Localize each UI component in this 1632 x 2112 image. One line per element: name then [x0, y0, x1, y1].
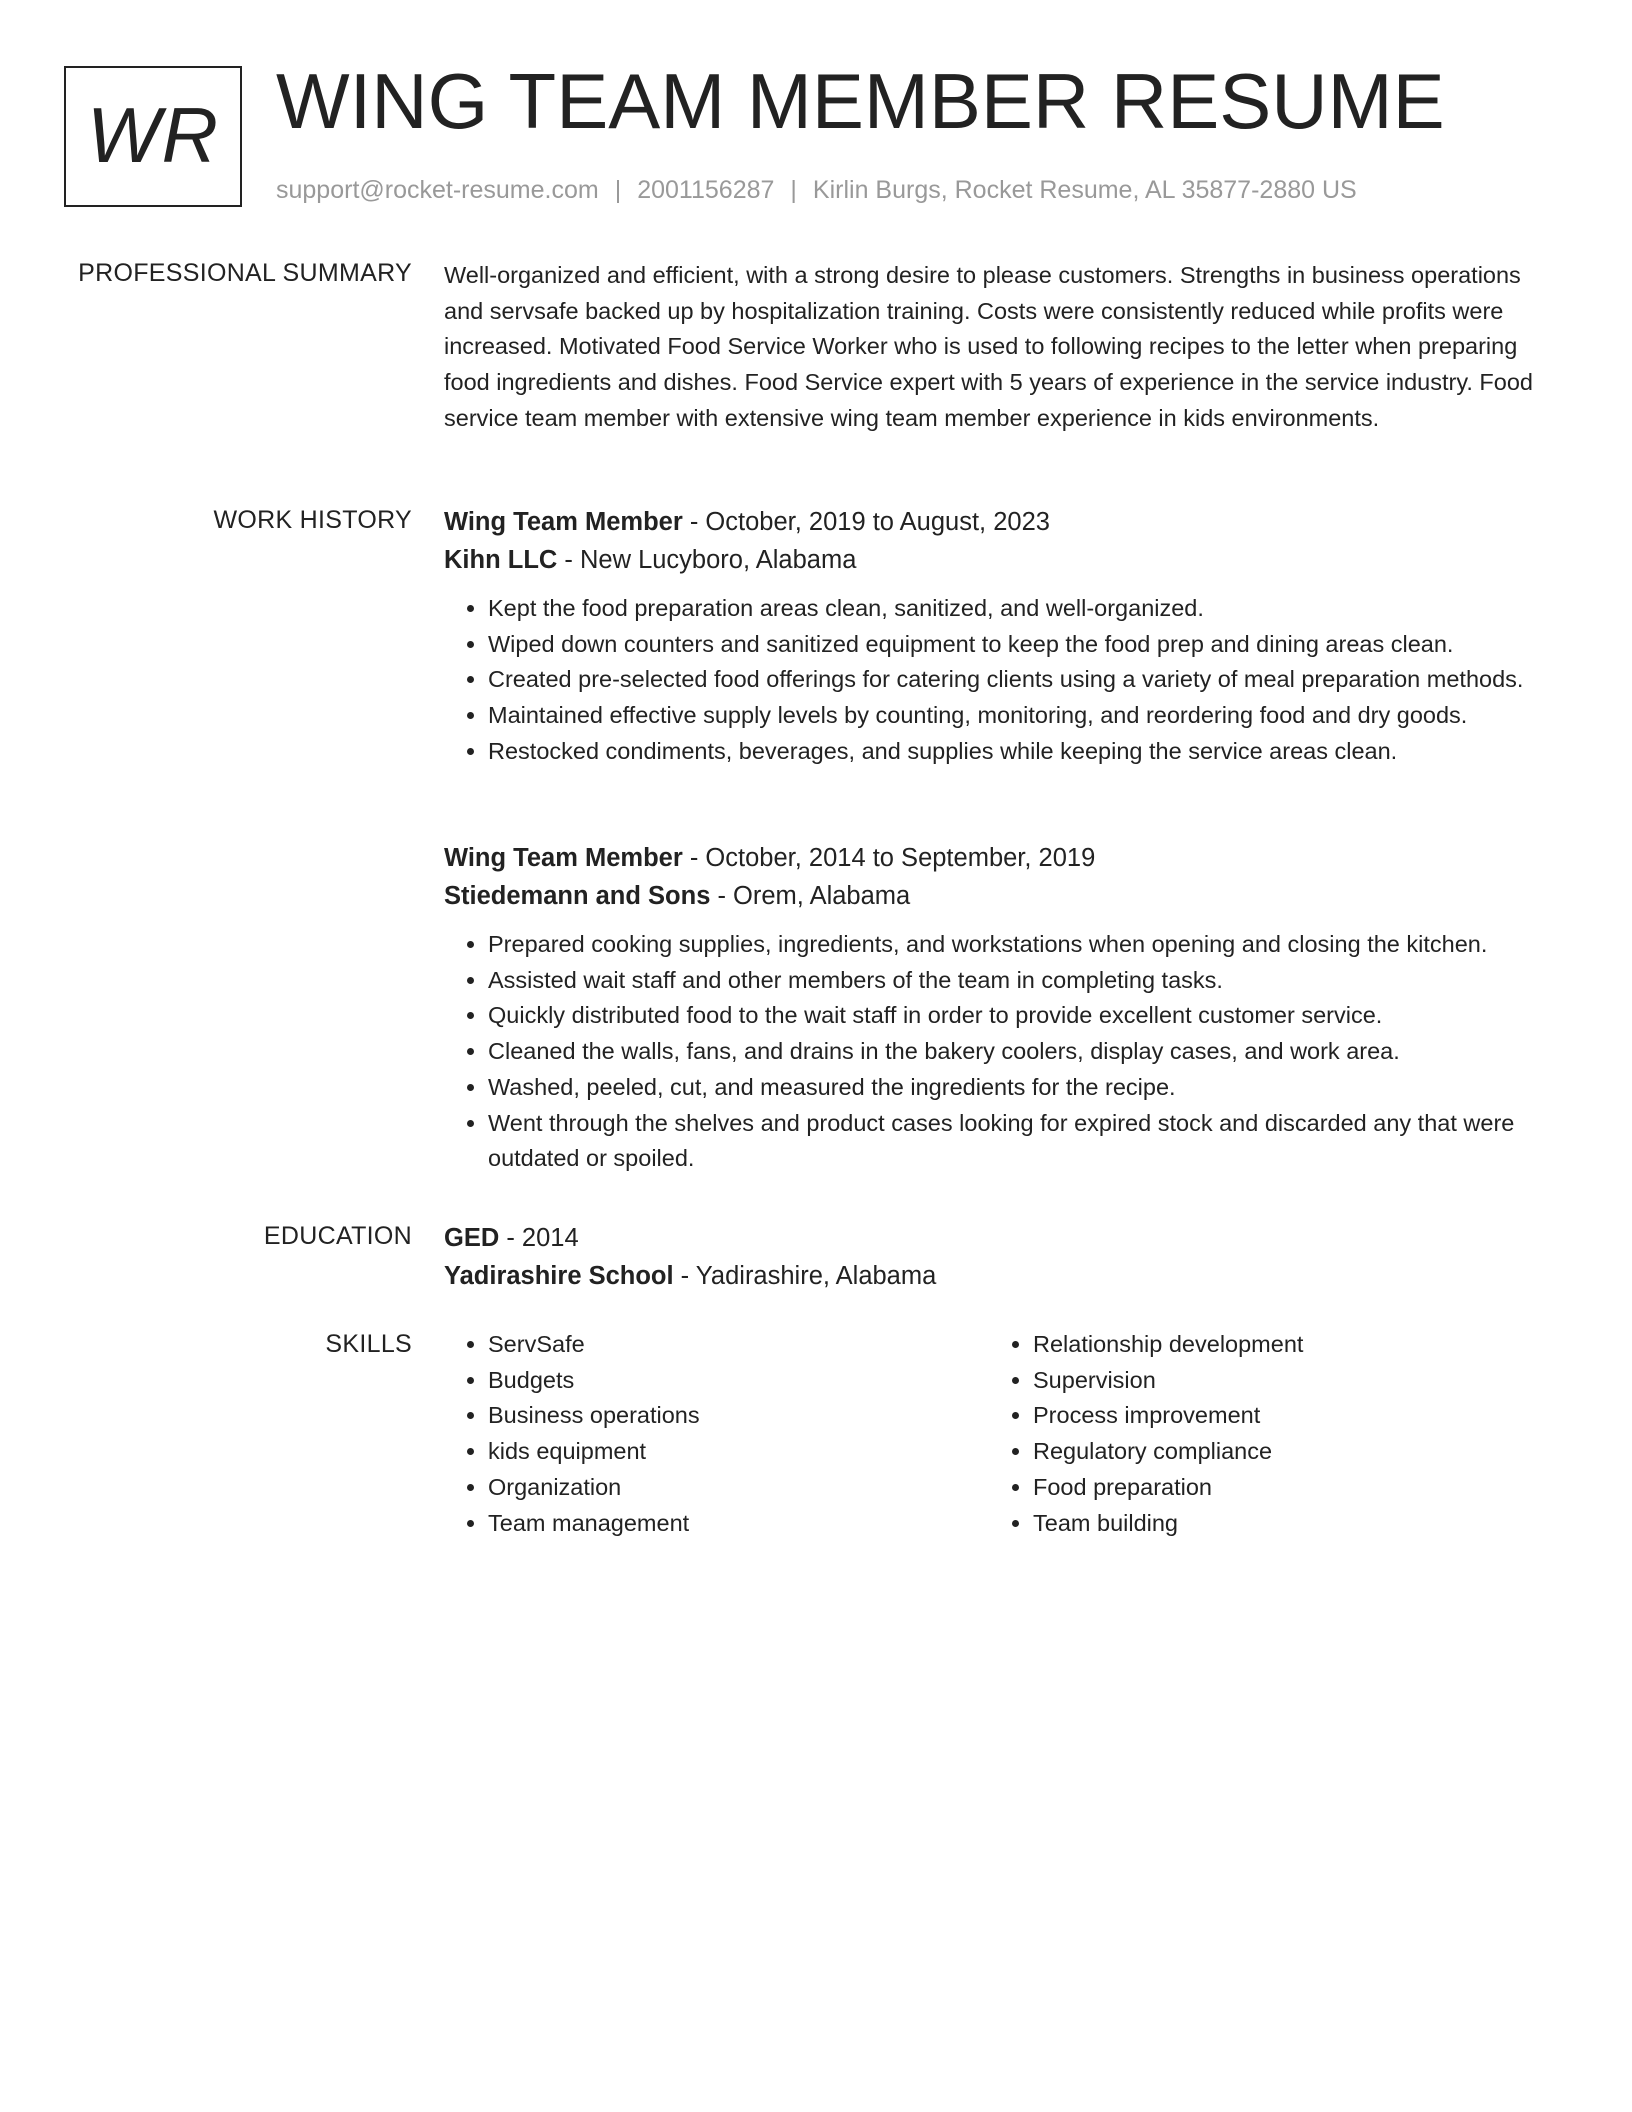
- contact-email: support@rocket-resume.com: [276, 176, 599, 204]
- skill-item: • Food preparation: [1033, 1470, 1534, 1506]
- contact-address: Kirlin Burgs, Rocket Resume, AL 35877-2880 US: [812, 176, 1357, 204]
- job-duty: • Created pre-selected food offerings for catering clients using a variety of meal preparation methods.: [488, 662, 1554, 698]
- section-heading-work-history: WORK HISTORY: [213, 506, 412, 534]
- education-school: Yadirashire School: [444, 1262, 674, 1290]
- job-location: - New Lucyboro, Alabama: [557, 546, 857, 574]
- job-duty: • Washed, peeled, cut, and measured the ingredients for the recipe.: [488, 1070, 1554, 1106]
- summary-body: [444, 256, 1554, 437]
- skill-item: • Process improvement: [1033, 1398, 1534, 1434]
- section-heading-summary: PROFESSIONAL SUMMARY: [78, 259, 412, 287]
- skill-item: • Business operations: [488, 1398, 989, 1434]
- section-heading-education: EDUCATION: [263, 1222, 412, 1250]
- education-degree: GED: [444, 1224, 500, 1252]
- work-history-body: [444, 503, 1554, 1172]
- job-duty: • Prepared cooking supplies, ingredients, and workstations when opening and closing the kitchen.: [488, 927, 1554, 963]
- job-duty: • Cleaned the walls, fans, and drains in the bakery coolers, display cases, and work area.: [488, 1034, 1554, 1070]
- skill-item: • ServSafe: [488, 1327, 989, 1363]
- job-company-line: [444, 541, 1554, 579]
- contact-line: [276, 174, 1357, 206]
- job-company: Stiedemann and Sons: [444, 882, 711, 910]
- job-location: - Orem, Alabama: [710, 882, 911, 910]
- job-company-line: [444, 877, 1554, 915]
- education-degree-line: [444, 1219, 1554, 1257]
- education-year: - 2014: [499, 1224, 579, 1252]
- monogram-badge: [64, 66, 242, 207]
- skill-item: • Supervision: [1033, 1363, 1534, 1399]
- job-title: Wing Team Member: [444, 844, 683, 872]
- monogram-initials: WR: [87, 90, 219, 179]
- job-duty: • Wiped down counters and sanitized equipment to keep the food prep and dining areas clean.: [488, 627, 1554, 663]
- skills-list-right: [989, 1327, 1534, 1541]
- contact-separator: |: [614, 176, 622, 204]
- job-title-line: [444, 503, 1554, 541]
- skills-body: [444, 1327, 1554, 1541]
- skill-item: • Team management: [488, 1506, 989, 1542]
- job-title-line: [444, 839, 1554, 877]
- job-company: Kihn LLC: [444, 546, 558, 574]
- education-location: - Yadirashire, Alabama: [673, 1262, 937, 1290]
- job-duty: • Assisted wait staff and other members of the team in completing tasks.: [488, 963, 1554, 999]
- education-school-line: [444, 1257, 1554, 1295]
- job-dates: - October, 2014 to September, 2019: [682, 844, 1096, 872]
- skill-item: • Organization: [488, 1470, 989, 1506]
- job-dates: - October, 2019 to August, 2023: [682, 508, 1050, 536]
- skill-item: • Relationship development: [1033, 1327, 1534, 1363]
- job-entry: [444, 503, 1554, 770]
- summary-text: Well-organized and efficient, with a strong desire to please customers. Strengths in business operations and servsafe backed up by hospitalization training. Costs were consistently reduced while profits were increased. Motivated Food Service Worker who is used to following recipes to the letter when preparing food ingredients and dishes. Food Service expert with 5 years of experience in the service industry. Food service team member with extensive wing team member experience in kids environments.: [444, 262, 1533, 431]
- resume-title: WING TEAM MEMBER RESUME: [276, 57, 1445, 145]
- skill-item: • kids equipment: [488, 1434, 989, 1470]
- section-heading-skills: SKILLS: [325, 1330, 412, 1358]
- job-duty: • Went through the shelves and product cases looking for expired stock and discarded any that were outdated or spoiled.: [488, 1106, 1554, 1177]
- job-title: Wing Team Member: [444, 508, 683, 536]
- contact-phone: 2001156287: [637, 176, 775, 204]
- skill-item: • Budgets: [488, 1363, 989, 1399]
- education-body: [444, 1219, 1554, 1295]
- skills-columns: [444, 1327, 1554, 1541]
- job-entry: [444, 839, 1554, 1177]
- skill-item: • Team building: [1033, 1506, 1534, 1542]
- job-duties-list: [444, 927, 1554, 1177]
- skills-list-left: [444, 1327, 989, 1541]
- job-duty: • Kept the food preparation areas clean, sanitized, and well-organized.: [488, 591, 1554, 627]
- job-duty: • Maintained effective supply levels by counting, monitoring, and reordering food and dry goods.: [488, 698, 1554, 734]
- skill-item: • Regulatory compliance: [1033, 1434, 1534, 1470]
- job-duty: • Quickly distributed food to the wait staff in order to provide excellent customer service.: [488, 998, 1554, 1034]
- job-duty: • Restocked condiments, beverages, and supplies while keeping the service areas clean.: [488, 734, 1554, 770]
- job-duties-list: [444, 591, 1554, 770]
- contact-separator: |: [790, 176, 797, 204]
